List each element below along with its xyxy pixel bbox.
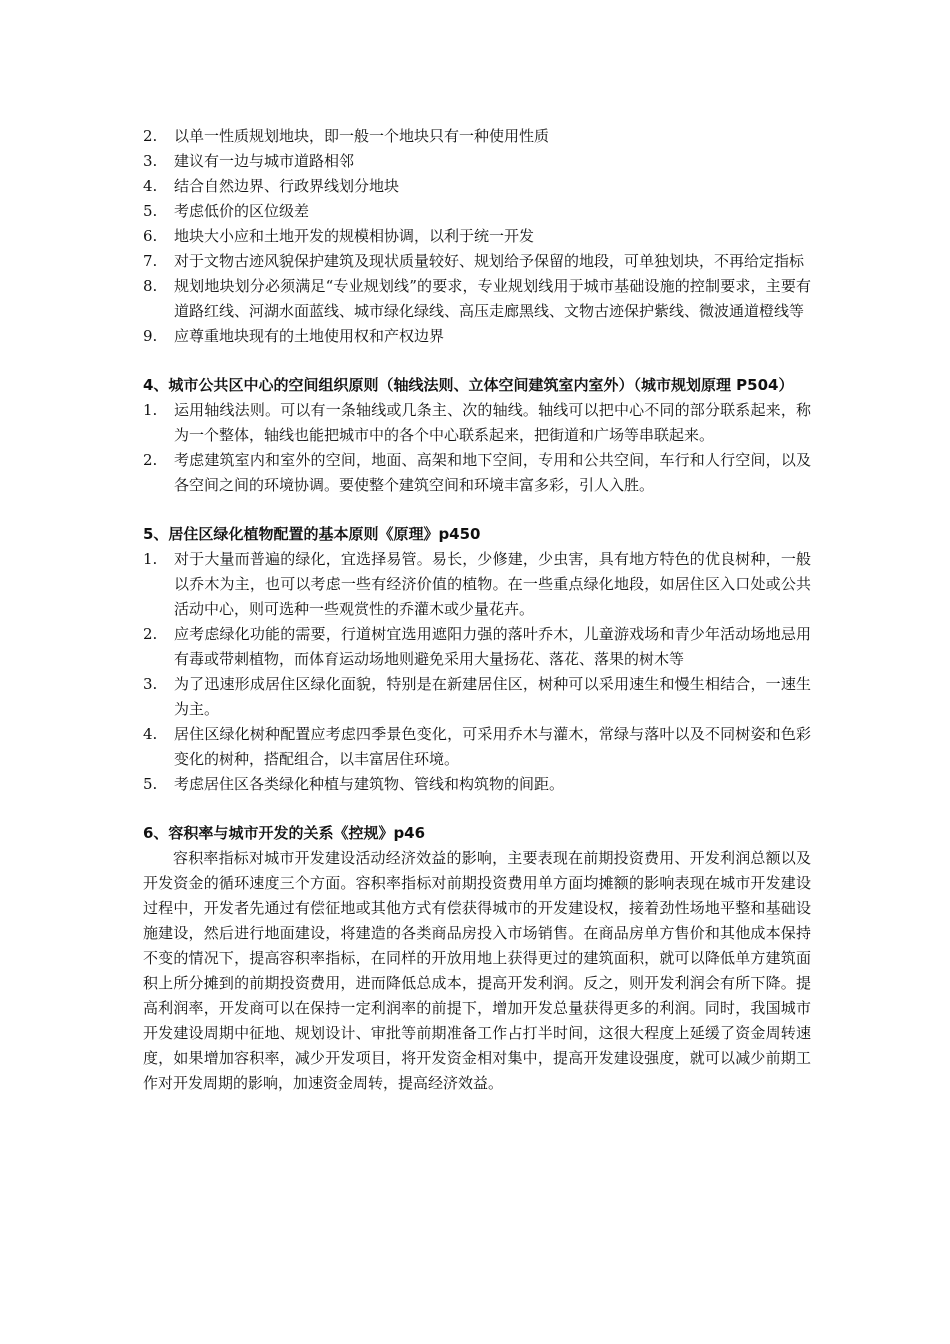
- section-5-heading: 5、居住区绿化植物配置的基本原则《原理》p450: [143, 525, 481, 543]
- section-4-heading: 4、城市公共区中心的空间组织原则（轴线法则、立体空间建筑室内室外）（城市规划原理 P504）: [143, 376, 794, 394]
- list-number: 3.: [143, 675, 158, 693]
- list-text: 建议有一边与城市道路相邻: [174, 152, 355, 170]
- list-item: [143, 274, 811, 324]
- list-item: [143, 547, 811, 622]
- list-number: 6.: [143, 227, 158, 245]
- list-number: 8.: [143, 277, 158, 295]
- list-item: [143, 324, 811, 349]
- list-item: [143, 722, 811, 772]
- list-text: 运用轴线法则。可以有一条轴线或几条主、次的轴线。轴线可以把中心不同的部分联系起来，称为一个整体，轴线也能把城市中的各个中心联系起来，把街道和广场等串联起来。: [174, 401, 811, 444]
- list-item: [143, 149, 811, 174]
- list-number: 7.: [143, 252, 158, 270]
- list-number: 5.: [143, 202, 158, 220]
- section-spacer: [143, 349, 811, 373]
- list-text: 考虑居住区各类绿化种植与建筑物、管线和构筑物的间距。: [174, 775, 565, 793]
- list-item: [143, 174, 811, 199]
- list-number: 1.: [143, 401, 158, 419]
- list-text: 对于大量而普遍的绿化，宜选择易管。易长，少修建，少虫害，具有地方特色的优良树种，一般以乔木为主，也可以考虑一些有经济价值的植物。在一些重点绿化地段，如居住区入口处或公共活动中心，则可选种一些观赏性的乔灌木或少量花卉。: [174, 550, 811, 618]
- list-number: 2.: [143, 451, 158, 469]
- section-6-paragraph: 容积率指标对城市开发建设活动经济效益的影响，主要表现在前期投资费用、开发利润总额以及开发资金的循环速度三个方面。容积率指标对前期投资费用单方面均摊额的影响表现在城市开发建设过程中，开发者先通过有偿征地或其他方式有偿获得城市的开发建设权，接着劲性场地平整和基础设施建设，然后进行地面建设，将建造的各类商品房投入市场销售。在商品房单方售价和其他成本保持不变的情况下，提高容积率指标，在同样的开放用地上获得更过的建筑面积，就可以降低单方建筑面积上所分摊到的前期投资费用，进而降低总成本，提高开发利润。反之，则开发利润会有所下降。提高利润率，开发商可以在保持一定利润率的前提下，增加开发总量获得更多的利润。同时，我国城市开发建设周期中征地、规划设计、审批等前期准备工作占打半时间，这很大程度上延缓了资金周转速度，如果增加容积率，减少开发项目，将开发资金相对集中，提高开发建设强度，就可以减少前期工作对开发周期的影响，加速资金周转，提高经济效益。: [143, 849, 811, 1092]
- list-item: [143, 398, 811, 448]
- section-spacer: [143, 498, 811, 522]
- list-text: 以单一性质规划地块，即一般一个地块只有一种使用性质: [174, 127, 550, 145]
- list-text: 结合自然边界、行政界线划分地块: [174, 177, 400, 195]
- list-item: [143, 124, 811, 149]
- list-text: 规划地块划分必须满足“专业规划线”的要求，专业规划线用于城市基础设施的控制要求，主要有道路红线、河湖水面蓝线、城市绿化绿线、高压走廊黑线、文物古迹保护紫线、微波通道橙线等: [174, 277, 811, 320]
- list-item: [143, 448, 811, 498]
- list-text: 对于文物古迹风貌保护建筑及现状质量较好、规划给予保留的地段，可单独划块，不再给定指标: [174, 252, 805, 270]
- land-division-list: [143, 124, 811, 349]
- list-number: 5.: [143, 775, 158, 793]
- list-number: 2.: [143, 127, 158, 145]
- list-text: 考虑建筑室内和室外的空间，地面、高架和地下空间，专用和公共空间，车行和人行空间，以及各空间之间的环境协调。要使整个建筑空间和环境丰富多彩，引人入胜。: [174, 451, 811, 494]
- section-spacer: [143, 797, 811, 821]
- document-content: [143, 124, 811, 1096]
- list-text: 应尊重地块现有的土地使用权和产权边界: [174, 327, 445, 345]
- list-number: 3.: [143, 152, 158, 170]
- section-6-heading: 6、容积率与城市开发的关系《控规》p46: [143, 824, 426, 842]
- section-4-list: [143, 398, 811, 498]
- list-item: [143, 622, 811, 672]
- list-text: 地块大小应和土地开发的规模相协调，以利于统一开发: [174, 227, 535, 245]
- list-item: [143, 199, 811, 224]
- list-number: 9.: [143, 327, 158, 345]
- list-item: [143, 772, 811, 797]
- list-text: 应考虑绿化功能的需要，行道树宜选用遮阳力强的落叶乔木，儿童游戏场和青少年活动场地忌用有毒或带刺植物，而体育运动场地则避免采用大量扬花、落花、落果的树木等: [174, 625, 811, 668]
- list-number: 1.: [143, 550, 158, 568]
- list-item: [143, 224, 811, 249]
- list-number: 2.: [143, 625, 158, 643]
- list-text: 居住区绿化树种配置应考虑四季景色变化，可采用乔木与灌木，常绿与落叶以及不同树姿和色彩变化的树种，搭配组合，以丰富居住环境。: [174, 725, 811, 768]
- section-5-list: [143, 547, 811, 797]
- list-number: 4.: [143, 177, 158, 195]
- list-text: 为了迅速形成居住区绿化面貌，特别是在新建居住区，树种可以采用速生和慢生相结合，一速生为主。: [174, 675, 811, 718]
- list-item: [143, 672, 811, 722]
- list-text: 考虑低价的区位级差: [174, 202, 310, 220]
- list-number: 4.: [143, 725, 158, 743]
- list-item: [143, 249, 811, 274]
